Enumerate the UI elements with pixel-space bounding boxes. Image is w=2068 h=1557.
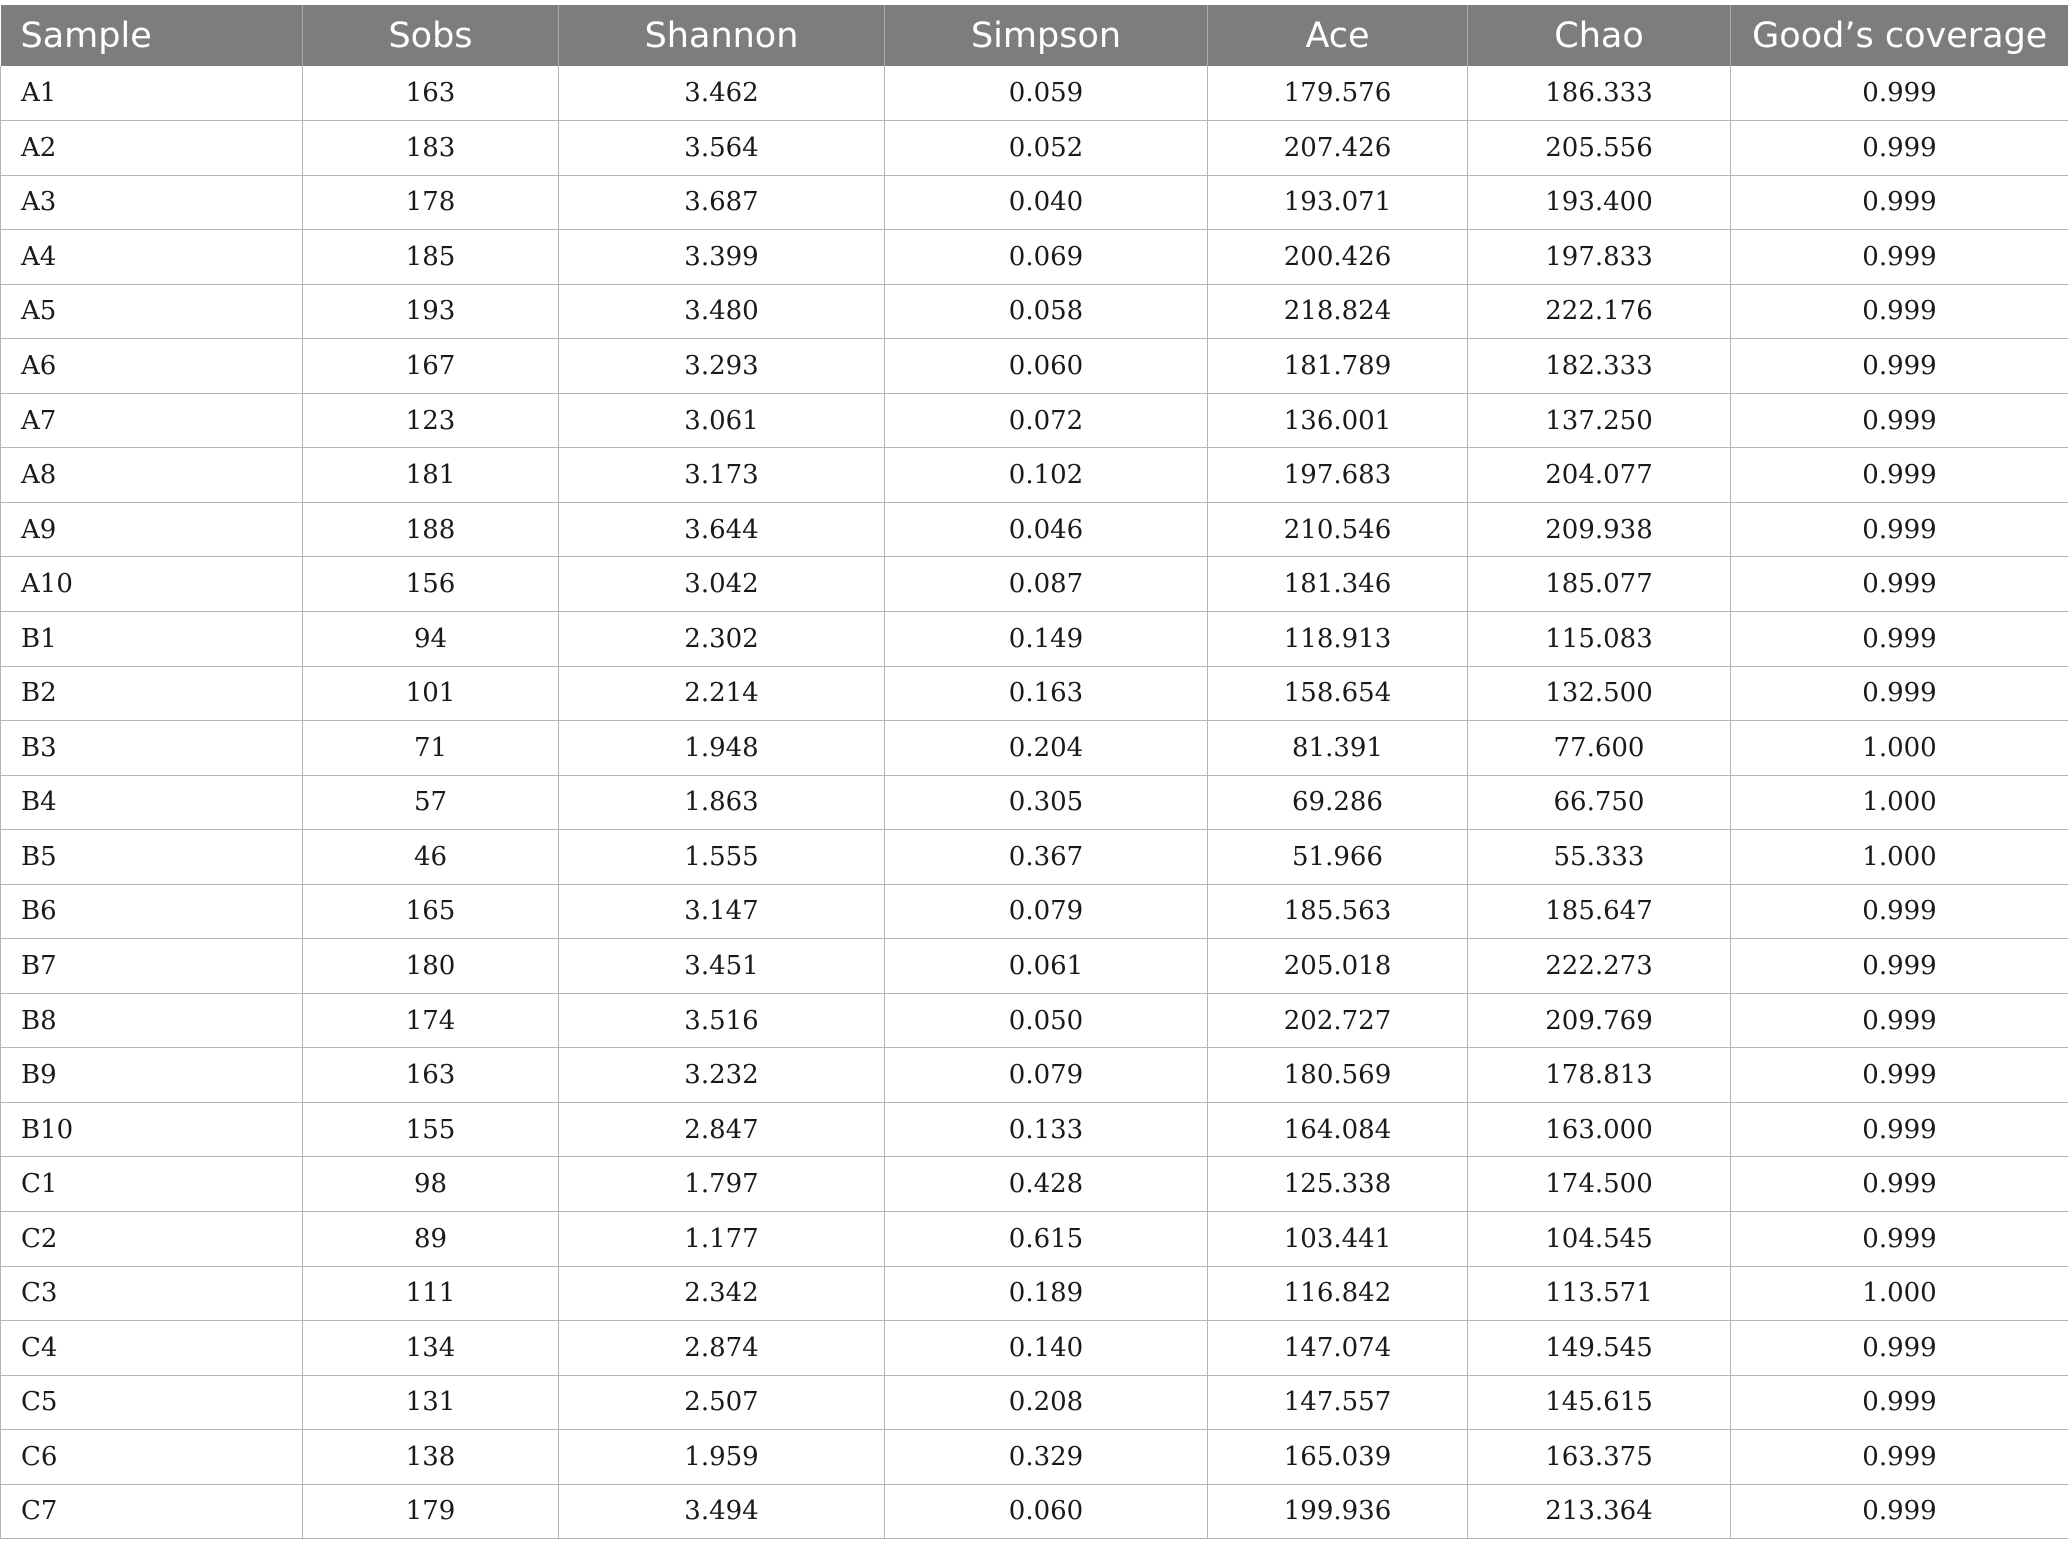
table-row: [1, 121, 2068, 176]
cell-goods-coverage: 0.999: [1731, 993, 2068, 1048]
cell-goods-coverage: 1.000: [1731, 775, 2068, 830]
cell-ace: 165.039: [1208, 1430, 1468, 1485]
cell-sobs: 163: [303, 66, 559, 121]
cell-goods-coverage: 0.999: [1731, 121, 2068, 176]
cell-simpson: 0.050: [885, 993, 1208, 1048]
cell-chao: 66.750: [1468, 775, 1731, 830]
cell-chao: 115.083: [1468, 611, 1731, 666]
cell-sobs: 94: [303, 611, 559, 666]
cell-simpson: 0.072: [885, 393, 1208, 448]
cell-sobs: 179: [303, 1484, 559, 1539]
cell-sample: B4: [1, 775, 303, 830]
cell-goods-coverage: 0.999: [1731, 611, 2068, 666]
cell-goods-coverage: 0.999: [1731, 1048, 2068, 1103]
cell-goods-coverage: 1.000: [1731, 1266, 2068, 1321]
cell-sobs: 111: [303, 1266, 559, 1321]
cell-ace: 81.391: [1208, 721, 1468, 776]
table-row: [1, 1321, 2068, 1376]
cell-shannon: 3.061: [559, 393, 885, 448]
cell-goods-coverage: 0.999: [1731, 666, 2068, 721]
cell-simpson: 0.305: [885, 775, 1208, 830]
cell-shannon: 3.516: [559, 993, 885, 1048]
table-header: [1, 5, 2068, 66]
cell-chao: 185.077: [1468, 557, 1731, 612]
cell-sample: C1: [1, 1157, 303, 1212]
cell-chao: 77.600: [1468, 721, 1731, 776]
cell-shannon: 2.874: [559, 1321, 885, 1376]
cell-sobs: 181: [303, 448, 559, 503]
cell-sobs: 155: [303, 1102, 559, 1157]
table-row: [1, 175, 2068, 230]
cell-sample: B7: [1, 939, 303, 994]
cell-shannon: 3.564: [559, 121, 885, 176]
cell-goods-coverage: 0.999: [1731, 557, 2068, 612]
cell-simpson: 0.189: [885, 1266, 1208, 1321]
cell-sample: A4: [1, 230, 303, 285]
table-row: [1, 1102, 2068, 1157]
cell-chao: 222.273: [1468, 939, 1731, 994]
table-row: [1, 557, 2068, 612]
cell-shannon: 3.687: [559, 175, 885, 230]
cell-sample: B1: [1, 611, 303, 666]
cell-shannon: 3.644: [559, 502, 885, 557]
cell-chao: 163.000: [1468, 1102, 1731, 1157]
cell-shannon: 3.494: [559, 1484, 885, 1539]
cell-shannon: 3.399: [559, 230, 885, 285]
cell-sobs: 156: [303, 557, 559, 612]
cell-sample: A9: [1, 502, 303, 557]
cell-sobs: 57: [303, 775, 559, 830]
table-row: [1, 1048, 2068, 1103]
cell-shannon: 3.451: [559, 939, 885, 994]
cell-shannon: 1.177: [559, 1211, 885, 1266]
cell-goods-coverage: 1.000: [1731, 830, 2068, 885]
cell-sample: B5: [1, 830, 303, 885]
cell-goods-coverage: 0.999: [1731, 884, 2068, 939]
cell-sobs: 134: [303, 1321, 559, 1376]
cell-sample: A3: [1, 175, 303, 230]
cell-shannon: 2.302: [559, 611, 885, 666]
cell-sample: A8: [1, 448, 303, 503]
cell-sample: B2: [1, 666, 303, 721]
cell-chao: 209.769: [1468, 993, 1731, 1048]
cell-goods-coverage: 0.999: [1731, 939, 2068, 994]
cell-sobs: 193: [303, 284, 559, 339]
cell-sobs: 163: [303, 1048, 559, 1103]
header-row: [1, 5, 2068, 66]
cell-chao: 185.647: [1468, 884, 1731, 939]
cell-chao: 182.333: [1468, 339, 1731, 394]
cell-goods-coverage: 0.999: [1731, 1484, 2068, 1539]
table-row: [1, 393, 2068, 448]
header-cell-sobs: Sobs: [303, 5, 559, 66]
diversity-table: [0, 5, 2068, 1539]
cell-sobs: 178: [303, 175, 559, 230]
cell-ace: 205.018: [1208, 939, 1468, 994]
table-row: [1, 939, 2068, 994]
cell-chao: 209.938: [1468, 502, 1731, 557]
cell-sobs: 174: [303, 993, 559, 1048]
cell-ace: 116.842: [1208, 1266, 1468, 1321]
cell-sample: B10: [1, 1102, 303, 1157]
cell-shannon: 3.042: [559, 557, 885, 612]
cell-chao: 174.500: [1468, 1157, 1731, 1212]
cell-ace: 193.071: [1208, 175, 1468, 230]
cell-simpson: 0.615: [885, 1211, 1208, 1266]
table-row: [1, 1157, 2068, 1212]
cell-sobs: 46: [303, 830, 559, 885]
cell-chao: 132.500: [1468, 666, 1731, 721]
header-cell-ace: Ace: [1208, 5, 1468, 66]
cell-goods-coverage: 0.999: [1731, 175, 2068, 230]
cell-sample: A10: [1, 557, 303, 612]
cell-simpson: 0.140: [885, 1321, 1208, 1376]
cell-sample: C3: [1, 1266, 303, 1321]
cell-chao: 113.571: [1468, 1266, 1731, 1321]
cell-goods-coverage: 0.999: [1731, 1102, 2068, 1157]
cell-ace: 202.727: [1208, 993, 1468, 1048]
cell-simpson: 0.102: [885, 448, 1208, 503]
cell-sample: B3: [1, 721, 303, 776]
table-row: [1, 1484, 2068, 1539]
cell-shannon: 2.342: [559, 1266, 885, 1321]
cell-sample: C6: [1, 1430, 303, 1485]
header-cell-simpson: Simpson: [885, 5, 1208, 66]
cell-simpson: 0.149: [885, 611, 1208, 666]
cell-simpson: 0.329: [885, 1430, 1208, 1485]
cell-ace: 210.546: [1208, 502, 1468, 557]
table-row: [1, 611, 2068, 666]
cell-goods-coverage: 0.999: [1731, 448, 2068, 503]
cell-simpson: 0.046: [885, 502, 1208, 557]
table-row: [1, 775, 2068, 830]
cell-simpson: 0.204: [885, 721, 1208, 776]
cell-ace: 200.426: [1208, 230, 1468, 285]
cell-simpson: 0.163: [885, 666, 1208, 721]
cell-simpson: 0.367: [885, 830, 1208, 885]
cell-ace: 147.074: [1208, 1321, 1468, 1376]
cell-sobs: 131: [303, 1375, 559, 1430]
cell-ace: 103.441: [1208, 1211, 1468, 1266]
cell-goods-coverage: 0.999: [1731, 1211, 2068, 1266]
header-cell-sample: Sample: [20, 15, 152, 56]
table-body: [1, 66, 2068, 1539]
table-row: [1, 884, 2068, 939]
cell-goods-coverage: 0.999: [1731, 230, 2068, 285]
cell-ace: 136.001: [1208, 393, 1468, 448]
cell-ace: 207.426: [1208, 121, 1468, 176]
cell-goods-coverage: 0.999: [1731, 1430, 2068, 1485]
cell-simpson: 0.087: [885, 557, 1208, 612]
cell-sample: C2: [1, 1211, 303, 1266]
cell-sobs: 188: [303, 502, 559, 557]
cell-chao: 205.556: [1468, 121, 1731, 176]
cell-simpson: 0.040: [885, 175, 1208, 230]
header-cell-chao: Chao: [1468, 5, 1731, 66]
cell-chao: 137.250: [1468, 393, 1731, 448]
table-row: [1, 339, 2068, 394]
table-row: [1, 284, 2068, 339]
cell-sample: C7: [1, 1484, 303, 1539]
cell-shannon: 2.507: [559, 1375, 885, 1430]
table-row: [1, 666, 2068, 721]
cell-chao: 145.615: [1468, 1375, 1731, 1430]
cell-sobs: 165: [303, 884, 559, 939]
cell-chao: 193.400: [1468, 175, 1731, 230]
cell-shannon: 1.948: [559, 721, 885, 776]
table-row: [1, 1211, 2068, 1266]
cell-ace: 181.789: [1208, 339, 1468, 394]
cell-chao: 55.333: [1468, 830, 1731, 885]
table-row: [1, 830, 2068, 885]
cell-sample: B6: [1, 884, 303, 939]
cell-goods-coverage: 0.999: [1731, 284, 2068, 339]
cell-sample: C4: [1, 1321, 303, 1376]
cell-simpson: 0.428: [885, 1157, 1208, 1212]
cell-chao: 149.545: [1468, 1321, 1731, 1376]
header-cell-goods-coverage: Good’s coverage: [1731, 5, 2068, 66]
cell-sample: A1: [1, 66, 303, 121]
cell-simpson: 0.060: [885, 1484, 1208, 1539]
cell-sobs: 185: [303, 230, 559, 285]
cell-goods-coverage: 0.999: [1731, 339, 2068, 394]
table-row: [1, 66, 2068, 121]
diversity-table-container: [0, 5, 2068, 1539]
cell-goods-coverage: 0.999: [1731, 66, 2068, 121]
cell-sobs: 123: [303, 393, 559, 448]
table-row: [1, 1266, 2068, 1321]
cell-simpson: 0.133: [885, 1102, 1208, 1157]
cell-simpson: 0.079: [885, 884, 1208, 939]
cell-sobs: 98: [303, 1157, 559, 1212]
cell-chao: 222.176: [1468, 284, 1731, 339]
cell-ace: 51.966: [1208, 830, 1468, 885]
cell-sample: A2: [1, 121, 303, 176]
cell-shannon: 3.462: [559, 66, 885, 121]
table-row: [1, 448, 2068, 503]
cell-shannon: 1.959: [559, 1430, 885, 1485]
table-row: [1, 721, 2068, 776]
cell-sample: A6: [1, 339, 303, 394]
table-row: [1, 993, 2068, 1048]
cell-simpson: 0.060: [885, 339, 1208, 394]
cell-goods-coverage: 1.000: [1731, 721, 2068, 776]
cell-shannon: 3.480: [559, 284, 885, 339]
cell-sample: C5: [1, 1375, 303, 1430]
cell-goods-coverage: 0.999: [1731, 502, 2068, 557]
cell-chao: 197.833: [1468, 230, 1731, 285]
cell-shannon: 3.293: [559, 339, 885, 394]
cell-ace: 69.286: [1208, 775, 1468, 830]
cell-sobs: 183: [303, 121, 559, 176]
cell-ace: 179.576: [1208, 66, 1468, 121]
cell-goods-coverage: 0.999: [1731, 1375, 2068, 1430]
cell-simpson: 0.208: [885, 1375, 1208, 1430]
cell-ace: 185.563: [1208, 884, 1468, 939]
cell-shannon: 3.232: [559, 1048, 885, 1103]
cell-chao: 163.375: [1468, 1430, 1731, 1485]
cell-sample: A5: [1, 284, 303, 339]
cell-goods-coverage: 0.999: [1731, 1157, 2068, 1212]
cell-goods-coverage: 0.999: [1731, 393, 2068, 448]
cell-sobs: 89: [303, 1211, 559, 1266]
table-row: [1, 502, 2068, 557]
cell-ace: 199.936: [1208, 1484, 1468, 1539]
cell-chao: 204.077: [1468, 448, 1731, 503]
cell-sample: B9: [1, 1048, 303, 1103]
cell-sample: B8: [1, 993, 303, 1048]
table-row: [1, 230, 2068, 285]
cell-sobs: 167: [303, 339, 559, 394]
cell-simpson: 0.059: [885, 66, 1208, 121]
cell-ace: 164.084: [1208, 1102, 1468, 1157]
header-cell-shannon: Shannon: [559, 5, 885, 66]
cell-chao: 213.364: [1468, 1484, 1731, 1539]
cell-ace: 118.913: [1208, 611, 1468, 666]
cell-shannon: 2.847: [559, 1102, 885, 1157]
cell-ace: 181.346: [1208, 557, 1468, 612]
cell-shannon: 3.173: [559, 448, 885, 503]
cell-shannon: 3.147: [559, 884, 885, 939]
cell-ace: 125.338: [1208, 1157, 1468, 1212]
cell-ace: 218.824: [1208, 284, 1468, 339]
table-row: [1, 1430, 2068, 1485]
cell-ace: 180.569: [1208, 1048, 1468, 1103]
cell-sobs: 71: [303, 721, 559, 776]
cell-simpson: 0.069: [885, 230, 1208, 285]
cell-simpson: 0.079: [885, 1048, 1208, 1103]
cell-sobs: 138: [303, 1430, 559, 1485]
cell-simpson: 0.052: [885, 121, 1208, 176]
cell-shannon: 2.214: [559, 666, 885, 721]
cell-chao: 178.813: [1468, 1048, 1731, 1103]
cell-ace: 147.557: [1208, 1375, 1468, 1430]
cell-shannon: 1.797: [559, 1157, 885, 1212]
cell-simpson: 0.061: [885, 939, 1208, 994]
table-row: [1, 1375, 2068, 1430]
cell-simpson: 0.058: [885, 284, 1208, 339]
cell-sobs: 101: [303, 666, 559, 721]
cell-sample: A7: [1, 393, 303, 448]
cell-sobs: 180: [303, 939, 559, 994]
cell-shannon: 1.555: [559, 830, 885, 885]
cell-chao: 104.545: [1468, 1211, 1731, 1266]
cell-ace: 158.654: [1208, 666, 1468, 721]
cell-chao: 186.333: [1468, 66, 1731, 121]
cell-ace: 197.683: [1208, 448, 1468, 503]
cell-goods-coverage: 0.999: [1731, 1321, 2068, 1376]
cell-shannon: 1.863: [559, 775, 885, 830]
